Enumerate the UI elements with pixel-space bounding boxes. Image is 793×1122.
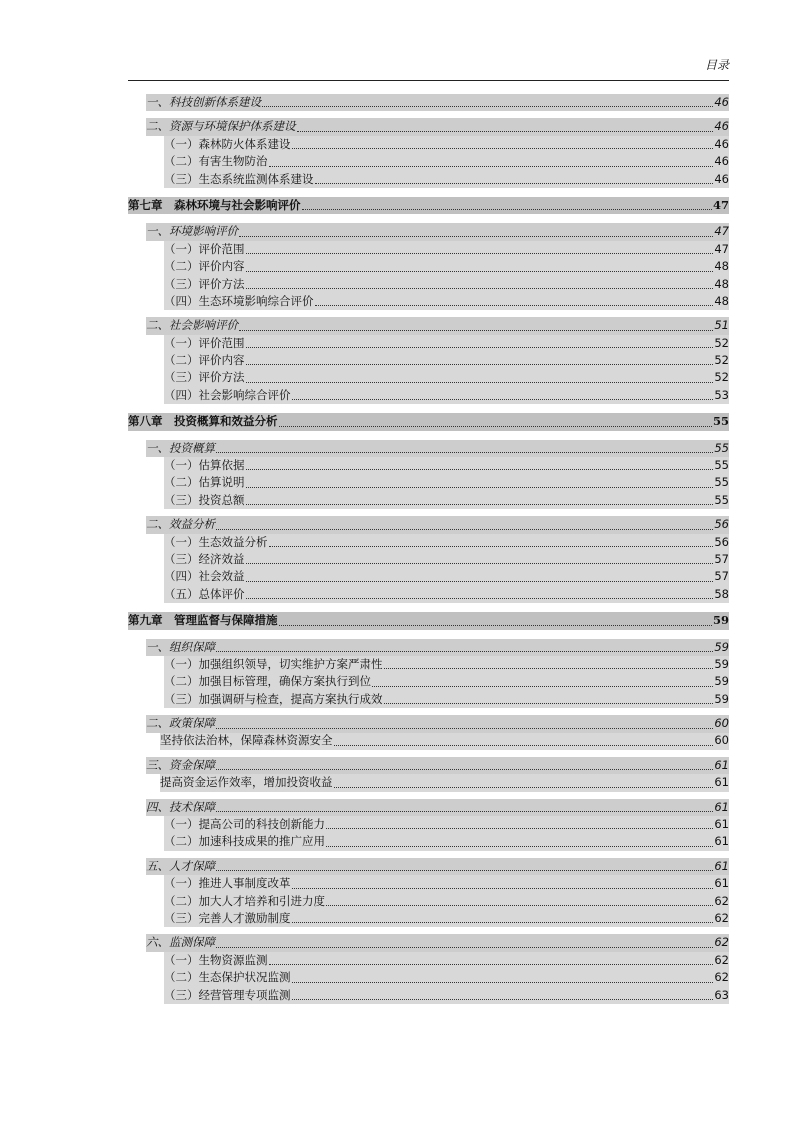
dot-leader: [216, 728, 713, 729]
toc-page-number: 61: [714, 757, 729, 772]
toc-spacer: [128, 310, 729, 317]
dot-leader: [269, 964, 714, 965]
toc-page-number: 55: [712, 414, 729, 429]
toc-spacer: [128, 927, 729, 934]
toc-page-number: 47: [714, 224, 729, 239]
toc-entry-title: （一）生物资源监测: [164, 952, 268, 967]
toc-page-number: 56: [714, 517, 729, 532]
dot-leader: [326, 905, 713, 906]
toc-entry-title: （四）社会效益: [164, 569, 245, 584]
toc-subsection-entry[interactable]: [164, 691, 729, 708]
toc-entry-title: 四、技术保障: [146, 799, 215, 814]
toc-page-number: 61: [714, 858, 729, 873]
toc-subsection-entry[interactable]: [164, 171, 729, 188]
toc-section-entry[interactable]: [146, 639, 729, 656]
toc-subsection-entry[interactable]: [164, 153, 729, 170]
toc-entry-title: （一）生态效益分析: [164, 534, 268, 549]
toc-entry-title: （二）加强目标管理，确保方案执行到位: [164, 674, 371, 689]
dot-leader: [372, 686, 713, 687]
toc-section-entry[interactable]: [146, 440, 729, 457]
toc-subsection-entry[interactable]: [160, 774, 729, 791]
dot-leader: [246, 288, 714, 289]
toc-subsection-entry[interactable]: [164, 568, 729, 585]
dot-leader: [216, 870, 713, 871]
toc-page-number: 62: [714, 893, 729, 908]
header-divider: [128, 80, 729, 81]
toc-subsection-entry[interactable]: [164, 276, 729, 293]
toc-entry-title: 一、组织保障: [146, 639, 215, 654]
toc-page-number: 55: [714, 440, 729, 455]
toc-section-entry[interactable]: [146, 715, 729, 732]
toc-page-number: 60: [714, 716, 729, 731]
toc-subsection-entry[interactable]: [164, 816, 729, 833]
toc-spacer: [128, 188, 729, 197]
toc-entry-title: （二）评价内容: [164, 353, 245, 368]
toc-entry-title: （四）生态环境影响综合评价: [164, 293, 314, 308]
toc-subsection-entry[interactable]: [164, 136, 729, 153]
toc-spacer: [128, 603, 729, 612]
toc-entry-title: 一、投资概算: [146, 440, 215, 455]
toc-entry-title: （一）评价范围: [164, 241, 245, 256]
dot-leader: [292, 399, 714, 400]
toc-page-number: 55: [714, 492, 729, 507]
toc-page-number: 63: [714, 987, 729, 1002]
toc-subsection-entry[interactable]: [164, 258, 729, 275]
toc-page-number: 57: [714, 569, 729, 584]
toc-subsection-entry[interactable]: [164, 969, 729, 986]
dot-leader: [262, 106, 713, 107]
toc-chapter-entry[interactable]: [128, 197, 729, 214]
toc-section-entry[interactable]: [146, 118, 729, 135]
toc-page-number: 61: [714, 876, 729, 891]
toc-subsection-entry[interactable]: [164, 910, 729, 927]
dot-leader: [246, 382, 714, 383]
dot-leader: [216, 947, 713, 948]
toc-entry-title: （二）有害生物防治: [164, 154, 268, 169]
dot-leader: [384, 703, 714, 704]
toc-subsection-entry[interactable]: [164, 833, 729, 850]
page-header-title: 目录: [704, 58, 729, 72]
toc-page-number: 61: [714, 834, 729, 849]
dot-leader: [292, 148, 714, 149]
toc-entry-title: 二、社会影响评价: [146, 318, 238, 333]
dot-leader: [302, 209, 712, 210]
toc-entry-title: （二）加大人才培养和引进力度: [164, 893, 325, 908]
toc-page-number: 46: [714, 171, 729, 186]
toc-entry-title: （四）社会影响综合评价: [164, 387, 291, 402]
toc-entry-title: 二、政策保障: [146, 716, 215, 731]
dot-leader: [216, 452, 713, 453]
toc-subsection-entry[interactable]: [164, 387, 729, 404]
toc-entry-title: （三）投资总额: [164, 492, 245, 507]
toc-chapter-entry[interactable]: [128, 612, 729, 629]
toc-entry-title: （二）评价内容: [164, 259, 245, 274]
dot-leader: [239, 236, 713, 237]
toc-page-number: 46: [714, 154, 729, 169]
toc-entry-title: 一、科技创新体系建设: [146, 94, 261, 109]
toc-spacer: [128, 404, 729, 413]
toc-page-number: 46: [714, 94, 729, 109]
dot-leader: [239, 330, 713, 331]
toc-subsection-entry[interactable]: [164, 952, 729, 969]
toc-spacer: [128, 214, 729, 223]
toc-entry-title: 第八章 投资概算和效益分析: [128, 414, 278, 429]
dot-leader: [246, 598, 714, 599]
toc-subsection-entry[interactable]: [164, 534, 729, 551]
toc-chapter-entry[interactable]: [128, 413, 729, 430]
toc-entry-title: （三）完善人才激励制度: [164, 911, 291, 925]
dot-leader: [279, 625, 712, 626]
toc-entry-title: （一）评价范围: [164, 335, 245, 350]
toc-subsection-entry[interactable]: [164, 551, 729, 568]
toc-entry-title: （二）生态保护状况监测: [164, 970, 291, 985]
toc-subsection-entry[interactable]: [160, 733, 729, 750]
toc-page-number: 57: [714, 551, 729, 566]
toc-page-number: 59: [714, 639, 729, 654]
toc-entry-title: （二）加速科技成果的推广应用: [164, 834, 325, 849]
toc-subsection-entry[interactable]: [164, 673, 729, 690]
dot-leader: [246, 347, 714, 348]
toc-spacer: [128, 630, 729, 639]
toc-section-entry[interactable]: [146, 934, 729, 951]
toc-page-number: 61: [714, 775, 729, 790]
dot-leader: [384, 668, 714, 669]
toc-subsection-entry[interactable]: [164, 369, 729, 386]
toc-subsection-entry[interactable]: [164, 352, 729, 369]
toc-subsection-entry[interactable]: [164, 586, 729, 603]
toc-entry-title: （三）加强调研与检查，提高方案执行成效: [164, 691, 383, 706]
toc-entry-title: （三）评价方法: [164, 370, 245, 385]
dot-leader: [246, 253, 714, 254]
toc-page-number: 48: [714, 293, 729, 308]
dot-leader: [292, 999, 714, 1000]
toc-spacer: [128, 708, 729, 715]
toc-subsection-entry[interactable]: [164, 893, 729, 910]
toc-page-number: 61: [714, 817, 729, 832]
dot-leader: [279, 426, 712, 427]
toc-page-number: 55: [714, 458, 729, 473]
toc-section-entry[interactable]: [146, 799, 729, 816]
toc-subsection-entry[interactable]: [164, 875, 729, 892]
toc-section-entry[interactable]: [146, 94, 729, 111]
toc-entry-title: 第九章 管理监督与保障措施: [128, 613, 278, 628]
toc-entry-title: 三、资金保障: [146, 757, 215, 772]
toc-entry-title: 一、环境影响评价: [146, 224, 238, 239]
toc-entry-title: （一）估算依据: [164, 458, 245, 473]
dot-leader: [292, 922, 714, 923]
toc-page-number: 56: [714, 534, 729, 549]
toc-spacer: [128, 851, 729, 858]
dot-leader: [246, 581, 714, 582]
toc-entry-title: （一）提高公司的科技创新能力: [164, 817, 325, 832]
toc-spacer: [128, 509, 729, 516]
toc-page-number: 58: [714, 586, 729, 601]
toc-entry-title: （五）总体评价: [164, 586, 245, 601]
toc-page-number: 59: [714, 691, 729, 706]
dot-leader: [334, 787, 714, 788]
dot-leader: [246, 469, 714, 470]
toc-subsection-entry[interactable]: [164, 241, 729, 258]
toc-entry-title: 二、效益分析: [146, 517, 215, 532]
toc-entry-title: 六、监测保障: [146, 935, 215, 950]
dot-leader: [246, 364, 714, 365]
dot-leader: [216, 811, 713, 812]
dot-leader: [292, 888, 714, 889]
dot-leader: [216, 529, 713, 530]
toc-section-entry[interactable]: [146, 858, 729, 875]
toc-page-number: 59: [714, 656, 729, 671]
toc-section-entry[interactable]: [146, 757, 729, 774]
toc-spacer: [128, 111, 729, 118]
dot-leader: [246, 271, 714, 272]
toc-subsection-entry[interactable]: [164, 492, 729, 509]
toc-page-number: 61: [714, 799, 729, 814]
dot-leader: [292, 982, 714, 983]
toc-page-number: 52: [714, 370, 729, 385]
toc-entry-title: （三）生态系统监测体系建设: [164, 171, 314, 186]
toc-entry-title: 坚持依法治林，保障森林资源安全: [160, 733, 333, 748]
toc-spacer: [128, 792, 729, 799]
toc-page-number: 46: [714, 119, 729, 134]
toc-page-number: 55: [714, 475, 729, 490]
toc-page-number: 52: [714, 335, 729, 350]
dot-leader: [246, 504, 714, 505]
toc-entry-title: （一）推进人事制度改革: [164, 876, 291, 891]
toc-page-number: 47: [712, 197, 729, 212]
toc-entry-title: （二）估算说明: [164, 475, 245, 490]
toc-spacer: [128, 431, 729, 440]
toc-entry-title: （三）经济效益: [164, 551, 245, 566]
toc-page-number: 52: [714, 353, 729, 368]
dot-leader: [315, 183, 714, 184]
toc-subsection-entry[interactable]: [164, 293, 729, 310]
dot-leader: [246, 563, 714, 564]
toc-entry-title: （三）经营管理专项监测: [164, 987, 291, 1002]
toc-page-number: 59: [712, 613, 729, 628]
toc-page-number: 60: [714, 733, 729, 748]
dot-leader: [297, 131, 714, 132]
toc-page-number: 62: [714, 952, 729, 967]
toc-page-number: 62: [714, 911, 729, 925]
toc-section-entry[interactable]: [146, 317, 729, 334]
toc-subsection-entry[interactable]: [164, 457, 729, 474]
toc-entry-title: （一）森林防火体系建设: [164, 136, 291, 151]
dot-leader: [326, 828, 713, 829]
dot-leader: [216, 769, 713, 770]
toc-entry-title: （一）加强组织领导，切实维护方案严肃性: [164, 656, 383, 671]
dot-leader: [269, 166, 714, 167]
dot-leader: [269, 546, 714, 547]
toc-subsection-entry[interactable]: [164, 987, 729, 1004]
toc-page-number: 62: [714, 970, 729, 985]
dot-leader: [334, 745, 714, 746]
toc-section-entry[interactable]: [146, 223, 729, 240]
toc-spacer: [128, 750, 729, 757]
toc-page-number: 53: [714, 387, 729, 402]
toc-page-number: 59: [714, 674, 729, 689]
toc-page-number: 62: [714, 935, 729, 950]
toc-entry-title: 提高资金运作效率，增加投资收益: [160, 775, 333, 790]
toc-page-number: 46: [714, 136, 729, 151]
toc-page-number: 47: [714, 241, 729, 256]
toc-subsection-entry[interactable]: [164, 474, 729, 491]
dot-leader: [216, 651, 713, 652]
dot-leader: [326, 846, 713, 847]
toc-page-number: 48: [714, 259, 729, 274]
toc-page-number: 51: [714, 318, 729, 333]
toc-entry-title: 二、资源与环境保护体系建设: [146, 119, 296, 134]
table-of-contents: [128, 94, 729, 1004]
toc-entry-title: 第七章 森林环境与社会影响评价: [128, 197, 301, 212]
dot-leader: [315, 305, 714, 306]
toc-entry-title: （三）评价方法: [164, 276, 245, 291]
toc-section-entry[interactable]: [146, 516, 729, 533]
toc-subsection-entry[interactable]: [164, 656, 729, 673]
dot-leader: [246, 487, 714, 488]
toc-page-number: 48: [714, 276, 729, 291]
toc-entry-title: 五、人才保障: [146, 858, 215, 873]
toc-subsection-entry[interactable]: [164, 335, 729, 352]
